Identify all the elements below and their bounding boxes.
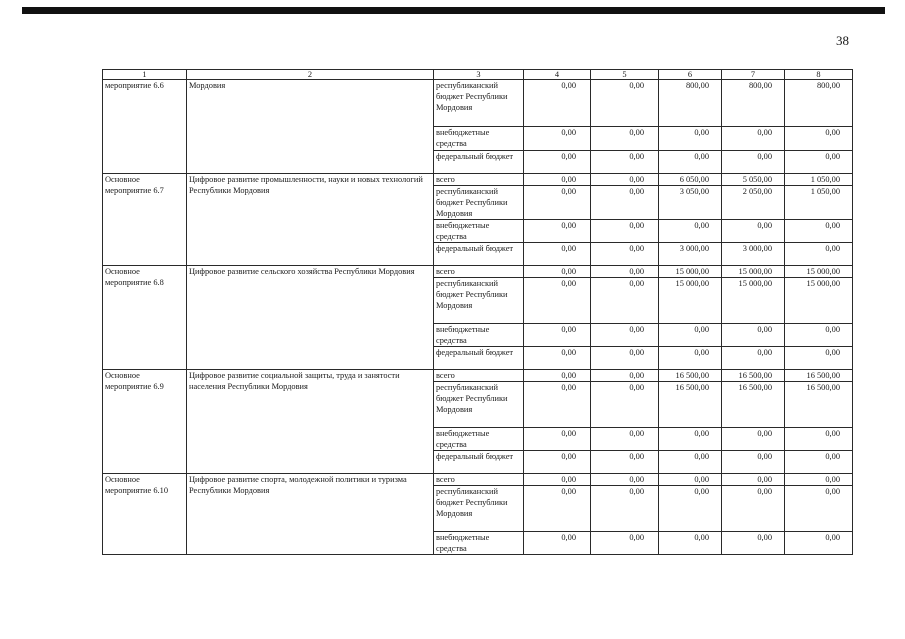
amount-cell: 0,00 — [785, 324, 853, 347]
amount-cell: 16 500,00 — [785, 370, 853, 382]
amount-cell: 0,00 — [591, 266, 659, 278]
column-number-row — [103, 70, 853, 80]
table-row — [103, 80, 853, 127]
amount-cell: 0,00 — [785, 243, 853, 266]
amount-cell: 0,00 — [659, 486, 722, 532]
amount-cell: 0,00 — [591, 474, 659, 486]
page-number: 38 — [836, 33, 849, 48]
amount-cell: 0,00 — [524, 532, 591, 555]
funding-source-cell: республиканский бюджет Республики Мордовия — [434, 186, 524, 220]
amount-cell: 0,00 — [722, 347, 785, 370]
funding-source-cell: всего — [434, 174, 524, 186]
funding-source-cell: внебюджетные средства — [434, 532, 524, 555]
activity-title-cell: Цифровое развитие промышленности, науки и новых технологий Республики Мордовия — [187, 174, 434, 266]
activity-cell: мероприятие 6.6 — [103, 80, 187, 174]
column-header: 3 — [434, 70, 524, 80]
amount-cell: 0,00 — [524, 220, 591, 243]
activity-cell: Основное мероприятие 6.8 — [103, 266, 187, 370]
amount-cell: 16 500,00 — [659, 370, 722, 382]
amount-cell: 0,00 — [722, 451, 785, 474]
amount-cell: 0,00 — [659, 127, 722, 151]
amount-cell: 0,00 — [591, 186, 659, 220]
funding-source-cell: республиканский бюджет Республики Мордовия — [434, 486, 524, 532]
amount-cell: 0,00 — [785, 474, 853, 486]
amount-cell: 0,00 — [591, 174, 659, 186]
funding-source-cell: республиканский бюджет Республики Мордовия — [434, 278, 524, 324]
column-header: 6 — [659, 70, 722, 80]
amount-cell: 5 050,00 — [722, 174, 785, 186]
amount-cell: 0,00 — [524, 451, 591, 474]
amount-cell: 0,00 — [591, 151, 659, 174]
amount-cell: 15 000,00 — [785, 266, 853, 278]
amount-cell: 0,00 — [524, 382, 591, 428]
column-header: 4 — [524, 70, 591, 80]
amount-cell: 0,00 — [524, 174, 591, 186]
funding-source-cell: республиканский бюджет Республики Мордовия — [434, 80, 524, 127]
amount-cell: 15 000,00 — [785, 278, 853, 324]
amount-cell: 0,00 — [659, 428, 722, 451]
amount-cell: 0,00 — [591, 324, 659, 347]
amount-cell: 0,00 — [659, 151, 722, 174]
amount-cell: 3 000,00 — [722, 243, 785, 266]
amount-cell: 0,00 — [524, 347, 591, 370]
amount-cell: 0,00 — [591, 370, 659, 382]
activity-title-cell: Цифровое развитие социальной защиты, труда и занятости населения Республики Мордовия — [187, 370, 434, 474]
amount-cell: 0,00 — [524, 243, 591, 266]
amount-cell: 0,00 — [591, 451, 659, 474]
amount-cell: 0,00 — [785, 347, 853, 370]
amount-cell: 0,00 — [591, 382, 659, 428]
amount-cell: 0,00 — [524, 370, 591, 382]
amount-cell: 0,00 — [524, 474, 591, 486]
amount-cell: 0,00 — [524, 127, 591, 151]
amount-cell: 0,00 — [659, 451, 722, 474]
amount-cell: 0,00 — [591, 127, 659, 151]
funding-source-cell: внебюджетные средства — [434, 220, 524, 243]
amount-cell: 0,00 — [591, 80, 659, 127]
amount-cell: 0,00 — [524, 278, 591, 324]
amount-cell: 0,00 — [785, 428, 853, 451]
amount-cell: 0,00 — [785, 151, 853, 174]
amount-cell: 1 050,00 — [785, 186, 853, 220]
amount-cell: 3 000,00 — [659, 243, 722, 266]
table-row — [103, 370, 853, 382]
budget-table — [102, 69, 853, 555]
amount-cell: 3 050,00 — [659, 186, 722, 220]
amount-cell: 0,00 — [524, 80, 591, 127]
funding-source-cell: всего — [434, 370, 524, 382]
amount-cell: 0,00 — [591, 220, 659, 243]
amount-cell: 1 050,00 — [785, 174, 853, 186]
amount-cell: 0,00 — [722, 532, 785, 555]
table-row — [103, 174, 853, 186]
funding-source-cell: федеральный бюджет — [434, 451, 524, 474]
funding-source-cell: республиканский бюджет Республики Мордовия — [434, 382, 524, 428]
amount-cell: 0,00 — [659, 532, 722, 555]
amount-cell: 0,00 — [722, 324, 785, 347]
amount-cell: 0,00 — [591, 532, 659, 555]
amount-cell: 0,00 — [785, 532, 853, 555]
top-border-bar — [22, 7, 885, 14]
column-header: 1 — [103, 70, 187, 80]
activity-cell: Основное мероприятие 6.9 — [103, 370, 187, 474]
amount-cell: 800,00 — [722, 80, 785, 127]
amount-cell: 0,00 — [722, 220, 785, 243]
amount-cell: 0,00 — [524, 151, 591, 174]
activity-cell: Основное мероприятие 6.10 — [103, 474, 187, 555]
funding-source-cell: всего — [434, 474, 524, 486]
amount-cell: 0,00 — [785, 486, 853, 532]
funding-source-cell: федеральный бюджет — [434, 347, 524, 370]
amount-cell: 15 000,00 — [722, 266, 785, 278]
activity-title-cell: Цифровое развитие сельского хозяйства Республики Мордовия — [187, 266, 434, 370]
amount-cell: 0,00 — [659, 220, 722, 243]
amount-cell: 2 050,00 — [722, 186, 785, 220]
amount-cell: 0,00 — [524, 486, 591, 532]
activity-cell: Основное мероприятие 6.7 — [103, 174, 187, 266]
amount-cell: 0,00 — [524, 324, 591, 347]
amount-cell: 0,00 — [591, 428, 659, 451]
amount-cell: 0,00 — [524, 186, 591, 220]
amount-cell: 0,00 — [785, 127, 853, 151]
amount-cell: 0,00 — [591, 486, 659, 532]
table-row — [103, 474, 853, 486]
funding-source-cell: внебюджетные средства — [434, 428, 524, 451]
amount-cell: 16 500,00 — [659, 382, 722, 428]
amount-cell: 0,00 — [659, 324, 722, 347]
amount-cell: 0,00 — [591, 278, 659, 324]
column-header: 5 — [591, 70, 659, 80]
funding-source-cell: внебюджетные средства — [434, 127, 524, 151]
amount-cell: 800,00 — [785, 80, 853, 127]
amount-cell: 0,00 — [659, 347, 722, 370]
activity-title-cell: Цифровое развитие спорта, молодежной политики и туризма Республики Мордовия — [187, 474, 434, 555]
amount-cell: 15 000,00 — [722, 278, 785, 324]
amount-cell: 0,00 — [722, 127, 785, 151]
amount-cell: 0,00 — [524, 428, 591, 451]
activity-title-cell: Мордовия — [187, 80, 434, 174]
amount-cell: 0,00 — [591, 347, 659, 370]
amount-cell: 0,00 — [591, 243, 659, 266]
amount-cell: 16 500,00 — [785, 382, 853, 428]
amount-cell: 0,00 — [785, 451, 853, 474]
amount-cell: 0,00 — [722, 151, 785, 174]
amount-cell: 15 000,00 — [659, 266, 722, 278]
column-header: 2 — [187, 70, 434, 80]
amount-cell: 16 500,00 — [722, 382, 785, 428]
amount-cell: 0,00 — [524, 266, 591, 278]
amount-cell: 15 000,00 — [659, 278, 722, 324]
funding-source-cell: федеральный бюджет — [434, 243, 524, 266]
amount-cell: 16 500,00 — [722, 370, 785, 382]
amount-cell: 0,00 — [722, 428, 785, 451]
amount-cell: 0,00 — [722, 486, 785, 532]
amount-cell: 800,00 — [659, 80, 722, 127]
funding-source-cell: федеральный бюджет — [434, 151, 524, 174]
amount-cell: 0,00 — [659, 474, 722, 486]
amount-cell: 0,00 — [722, 474, 785, 486]
table-body — [103, 70, 853, 555]
amount-cell: 0,00 — [785, 220, 853, 243]
funding-source-cell: внебюджетные средства — [434, 324, 524, 347]
funding-source-cell: всего — [434, 266, 524, 278]
table-row — [103, 266, 853, 278]
amount-cell: 6 050,00 — [659, 174, 722, 186]
column-header: 7 — [722, 70, 785, 80]
column-header: 8 — [785, 70, 853, 80]
